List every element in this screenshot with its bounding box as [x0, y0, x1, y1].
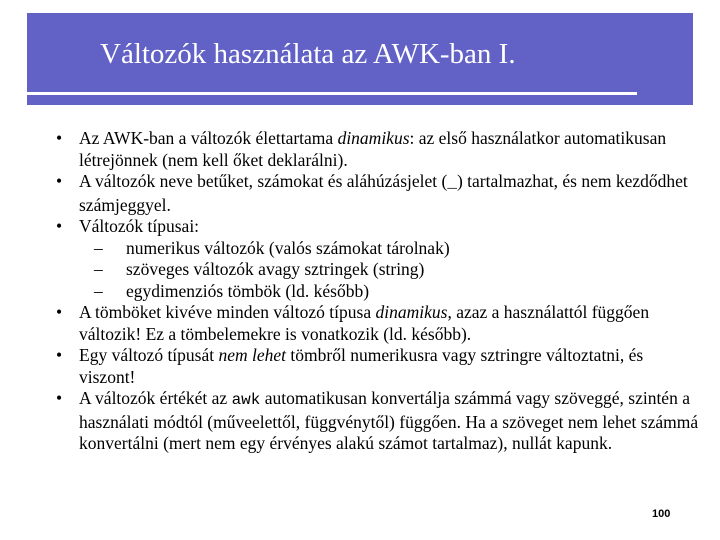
bullet-text: automatikusan konvertálja számmá vagy szöveggé, szintén a használati módtól (műveelettől, függvénytől) függően. Ha a szöveget nem lehet számmá konvertálni (mert nem egy érvényes alakú számot tartalmaz), nullát kapunk. [79, 388, 699, 453]
bullet-no-conversion [52, 345, 702, 388]
slide-content [52, 128, 702, 455]
emphasis-dynamic: dinamikus [375, 302, 448, 322]
bullet-text: Az AWK-ban a változók élettartama [79, 128, 338, 148]
bullet-text: Változók típusai: [79, 216, 200, 236]
code-awk: awk [231, 391, 261, 409]
bullet-types [52, 216, 702, 302]
page-number: 100 [652, 508, 671, 520]
bullet-lifetime [52, 128, 702, 171]
bullet-auto-conversion [52, 388, 702, 455]
bullet-text: Egy változó típusát [79, 345, 219, 365]
bullet-text: A változók neve betűket, számokat és aláhúzásjelet ( [79, 171, 448, 191]
bullet-text: , azaz a használattól függően változik! Ez a tömbelemekre is vonatkozik (ld. később). [79, 302, 650, 344]
bullet-list [52, 128, 702, 455]
code-underscore: _ [447, 174, 457, 192]
emphasis-dynamic: dinamikus [337, 128, 410, 148]
bullet-text: A változók értékét az [79, 388, 232, 408]
sub-list [79, 238, 702, 303]
slide-title: Változók használata az AWK-ban I. [100, 38, 516, 70]
sub-item-array: – egydimenziós tömbök (ld. később) [94, 281, 702, 303]
header-rule [27, 92, 637, 95]
bullet-text: ) tartalmazhat, és nem kezdődhet számjeggyel. [79, 171, 688, 215]
bullet-dynamic-type [52, 302, 702, 345]
bullet-naming [52, 171, 702, 216]
bullet-text: : az első használatkor automatikusan létrejönnek (nem kell őket deklarálni). [79, 128, 667, 170]
sub-item-numeric: – numerikus változók (valós számokat tárolnak) [94, 238, 702, 260]
sub-item-string: – szöveges változók avagy sztringek (string) [94, 259, 702, 281]
bullet-text: A tömböket kivéve minden változó típusa [79, 302, 376, 322]
emphasis-not-possible: nem lehet [218, 345, 287, 365]
bullet-text: tömbről numerikusra vagy sztringre változtatni, és viszont! [79, 345, 644, 387]
